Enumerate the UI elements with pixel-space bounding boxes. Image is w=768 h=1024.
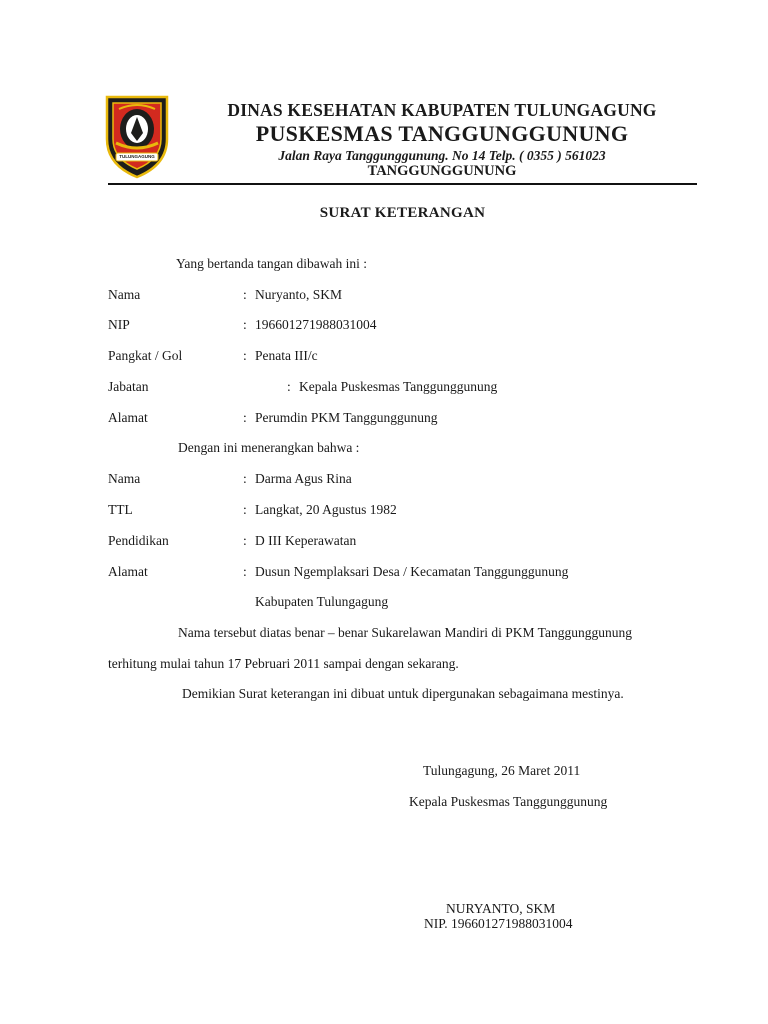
- subject-education-value: D III Keperawatan: [255, 533, 357, 548]
- colon: :: [243, 317, 247, 332]
- subject-address-value: Dusun Ngemplaksari Desa / Kecamatan Tanggunggunung: [255, 564, 569, 579]
- header-agency: DINAS KESEHATAN KABUPATEN TULUNGAGUNG: [227, 100, 657, 120]
- signer-name-value: Nuryanto, SKM: [255, 287, 342, 302]
- signer-position-value: Kepala Puskesmas Tanggunggunung: [299, 379, 498, 394]
- subject-name-label: Nama: [108, 471, 141, 486]
- subject-name-value: Darma Agus Rina: [255, 471, 352, 486]
- intro2-text: Dengan ini menerangkan bahwa :: [178, 440, 360, 455]
- signer-position-label: Jabatan: [108, 379, 149, 394]
- colon: :: [287, 379, 291, 394]
- signature-name: NURYANTO, SKM: [446, 901, 556, 916]
- colon: :: [243, 287, 247, 302]
- signer-name-label: Nama: [108, 287, 141, 302]
- colon: :: [243, 564, 247, 579]
- subject-birth-label: TTL: [108, 502, 133, 517]
- body-paragraph-2: Demikian Surat keterangan ini dibuat untuk dipergunakan sebagaimana mestinya.: [182, 686, 624, 701]
- signer-nip-label: NIP: [108, 317, 130, 332]
- subject-birth-value: Langkat, 20 Agustus 1982: [255, 502, 397, 517]
- signer-nip-value: 196601271988031004: [255, 317, 377, 332]
- header-divider: [108, 183, 697, 185]
- colon: :: [243, 502, 247, 517]
- logo-text: TULUNGAGUNG: [119, 154, 155, 159]
- colon: :: [243, 471, 247, 486]
- body-paragraph-1-line-1: Nama tersebut diatas benar – benar Sukarelawan Mandiri di PKM Tanggunggunung: [178, 625, 632, 640]
- subject-education-label: Pendidikan: [108, 533, 169, 548]
- header-city: TANGGUNGGUNUNG: [367, 163, 517, 179]
- regency-logo: [102, 93, 172, 179]
- signature-position: Kepala Puskesmas Tanggunggunung: [409, 794, 608, 809]
- colon: :: [243, 348, 247, 363]
- header-address: Jalan Raya Tanggunggunung. No 14 Telp. ( 0355 ) 561023: [278, 148, 606, 163]
- colon: :: [243, 533, 247, 548]
- document-title: SURAT KETERANGAN: [319, 205, 486, 221]
- signer-address-label: Alamat: [108, 410, 148, 425]
- subject-address-label: Alamat: [108, 564, 148, 579]
- signer-address-value: Perumdin PKM Tanggunggunung: [255, 410, 438, 425]
- header-institution: PUSKESMAS TANGGUNGGUNUNG: [255, 121, 629, 146]
- signer-rank-value: Penata III/c: [255, 348, 318, 363]
- intro-text: Yang bertanda tangan dibawah ini :: [176, 256, 367, 271]
- colon: :: [243, 410, 247, 425]
- body-paragraph-1-line-2: terhitung mulai tahun 17 Pebruari 2011 sampai dengan sekarang.: [108, 656, 459, 671]
- subject-address-value-2: Kabupaten Tulungagung: [255, 594, 389, 609]
- signature-nip: NIP. 196601271988031004: [424, 916, 573, 931]
- signer-rank-label: Pangkat / Gol: [108, 348, 183, 363]
- signature-place-date: Tulungagung, 26 Maret 2011: [423, 763, 581, 778]
